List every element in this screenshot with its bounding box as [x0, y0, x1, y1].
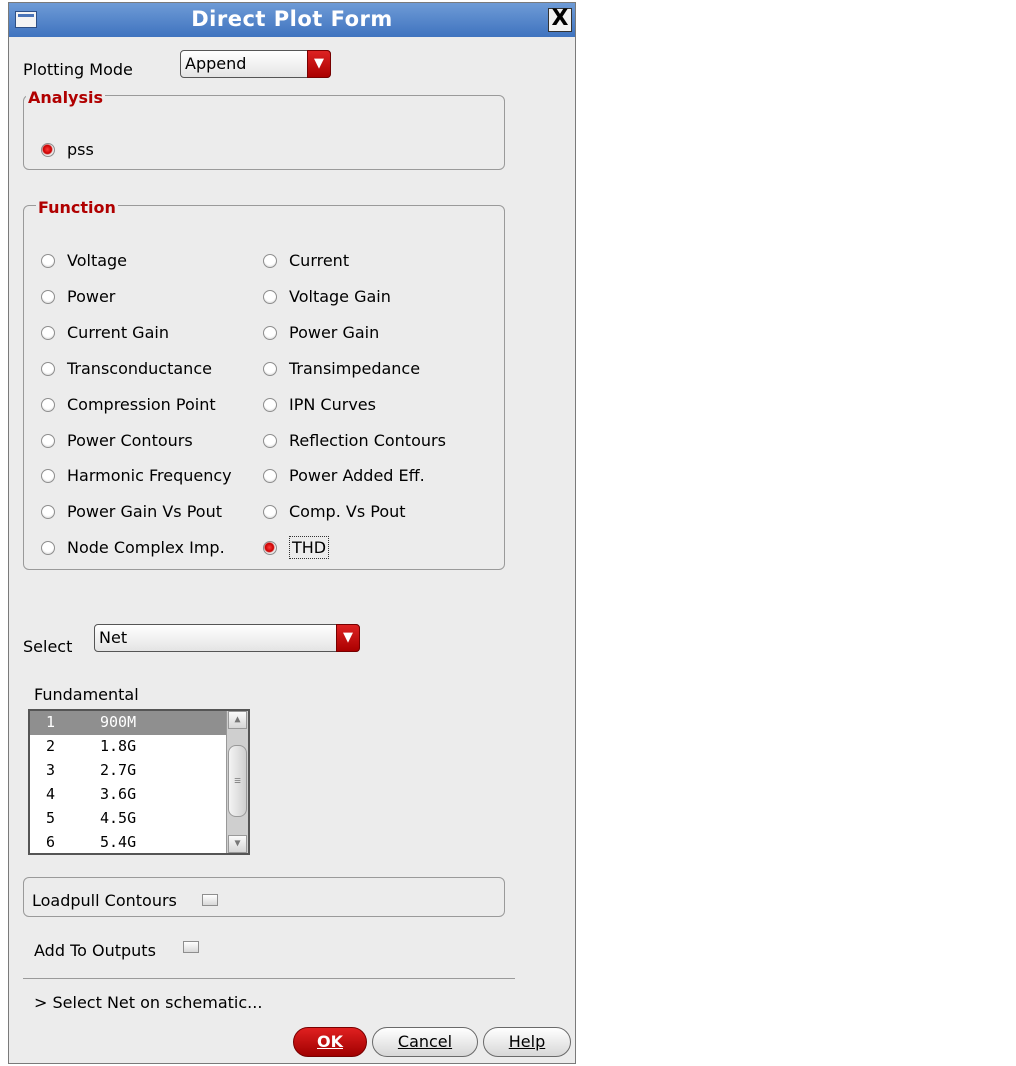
radio-unselected-icon: [41, 362, 55, 376]
list-item[interactable]: [30, 831, 226, 855]
loadpull-contours-label: Loadpull Contours: [32, 891, 177, 910]
help-button-label: Help: [508, 1032, 546, 1051]
titlebar[interactable]: [9, 3, 575, 37]
chevron-down-icon: ▼: [336, 624, 360, 652]
radio-power-gain-vs-pout-label: Power Gain Vs Pout: [67, 502, 222, 522]
list-item[interactable]: [30, 711, 226, 735]
window-title: Direct Plot Form: [191, 7, 393, 31]
chevron-down-icon: ▼: [307, 50, 331, 78]
radio-compression-point-label: Compression Point: [67, 394, 216, 414]
radio-unselected-icon: [263, 362, 277, 376]
harmonic-index: 5: [46, 809, 56, 827]
radio-current-label: Current: [289, 251, 350, 270]
function-legend: Function: [38, 198, 116, 217]
radio-unselected-icon: [41, 434, 55, 448]
separator: [23, 978, 515, 979]
radio-comp-vs-pout-label: Comp. Vs Pout: [289, 502, 406, 522]
radio-unselected-icon: [41, 505, 55, 519]
analysis-group: [23, 88, 505, 170]
plotting-mode-value: Append: [185, 54, 247, 73]
list-item[interactable]: [30, 735, 226, 759]
status-message: > Select Net on schematic...: [34, 993, 263, 1012]
list-item[interactable]: [30, 807, 226, 831]
radio-unselected-icon: [263, 290, 277, 304]
radio-voltage-gain-label: Voltage Gain: [289, 286, 391, 306]
close-button[interactable]: X: [548, 8, 572, 32]
cancel-button[interactable]: [372, 1027, 478, 1057]
harmonic-frequency: 5.4G: [100, 833, 137, 851]
radio-power-added-eff-label: Power Added Eff.: [289, 466, 425, 486]
radio-unselected-icon: [41, 541, 55, 555]
scroll-thumb[interactable]: ≡: [228, 745, 247, 817]
harmonic-frequency: 2.7G: [100, 761, 137, 779]
select-label: Select: [23, 637, 73, 656]
radio-node-complex-imp-label: Node Complex Imp.: [67, 538, 225, 558]
radio-unselected-icon: [41, 469, 55, 483]
loadpull-contours-checkbox[interactable]: [202, 894, 218, 906]
radio-transimpedance-label: Transimpedance: [289, 358, 421, 378]
listbox-scrollbar[interactable]: [226, 711, 248, 853]
scroll-up-icon[interactable]: ▲: [228, 711, 247, 729]
radio-unselected-icon: [263, 254, 277, 268]
harmonic-index: 1: [46, 713, 56, 731]
radio-power-gain-label: Power Gain: [289, 322, 380, 342]
plotting-mode-label: Plotting Mode: [23, 60, 133, 79]
add-to-outputs-label: Add To Outputs: [34, 941, 156, 960]
radio-selected-icon: [41, 143, 55, 157]
function-group: [23, 198, 505, 570]
harmonic-index: 6: [46, 833, 56, 851]
radio-unselected-icon: [41, 326, 55, 340]
harmonic-index: 3: [46, 761, 56, 779]
radio-current-gain-label: Current Gain: [67, 322, 169, 342]
select-dropdown[interactable]: [94, 624, 360, 652]
radio-pss-label: pss: [67, 140, 94, 159]
radio-power-label: Power: [67, 286, 116, 306]
harmonic-frequency: 900M: [100, 713, 137, 731]
harmonic-frequency: 4.5G: [100, 809, 137, 827]
ok-button-label: OK: [317, 1032, 343, 1051]
select-value: Net: [99, 628, 128, 647]
harmonic-frequency: 3.6G: [100, 785, 137, 803]
radio-thd-label: [289, 538, 329, 557]
focus-outline: THD: [289, 536, 329, 559]
radio-transconductance-label: Transconductance: [67, 358, 212, 378]
list-item[interactable]: [30, 759, 226, 783]
add-to-outputs-checkbox[interactable]: [183, 941, 199, 953]
plotting-mode-dropdown[interactable]: [180, 50, 331, 78]
scroll-down-icon[interactable]: ▼: [228, 835, 247, 853]
radio-harmonic-frequency-label: Harmonic Frequency: [67, 466, 232, 486]
ok-button[interactable]: [293, 1027, 367, 1057]
fundamental-listbox[interactable]: [28, 709, 250, 855]
help-button[interactable]: [483, 1027, 571, 1057]
analysis-legend: Analysis: [28, 88, 104, 107]
radio-unselected-icon: [41, 398, 55, 412]
radio-ipn-curves-label: IPN Curves: [289, 394, 376, 414]
radio-unselected-icon: [263, 469, 277, 483]
radio-power-contours-label: Power Contours: [67, 430, 193, 450]
radio-unselected-icon: [41, 290, 55, 304]
cancel-button-label: Cancel: [397, 1032, 453, 1051]
radio-unselected-icon: [263, 434, 277, 448]
list-item[interactable]: [30, 783, 226, 807]
harmonic-frequency: 1.8G: [100, 737, 137, 755]
radio-unselected-icon: [263, 505, 277, 519]
radio-unselected-icon: [263, 398, 277, 412]
radio-reflection-contours-label: Reflection Contours: [289, 430, 446, 450]
radio-voltage-label: Voltage: [67, 251, 128, 270]
fundamental-label: Fundamental: [34, 685, 139, 704]
radio-selected-icon: [263, 541, 277, 555]
harmonic-index: 2: [46, 737, 56, 755]
harmonic-index: 4: [46, 785, 56, 803]
loadpull-group: [23, 877, 505, 917]
direct-plot-form-window: [8, 2, 576, 1064]
radio-unselected-icon: [41, 254, 55, 268]
radio-unselected-icon: [263, 326, 277, 340]
